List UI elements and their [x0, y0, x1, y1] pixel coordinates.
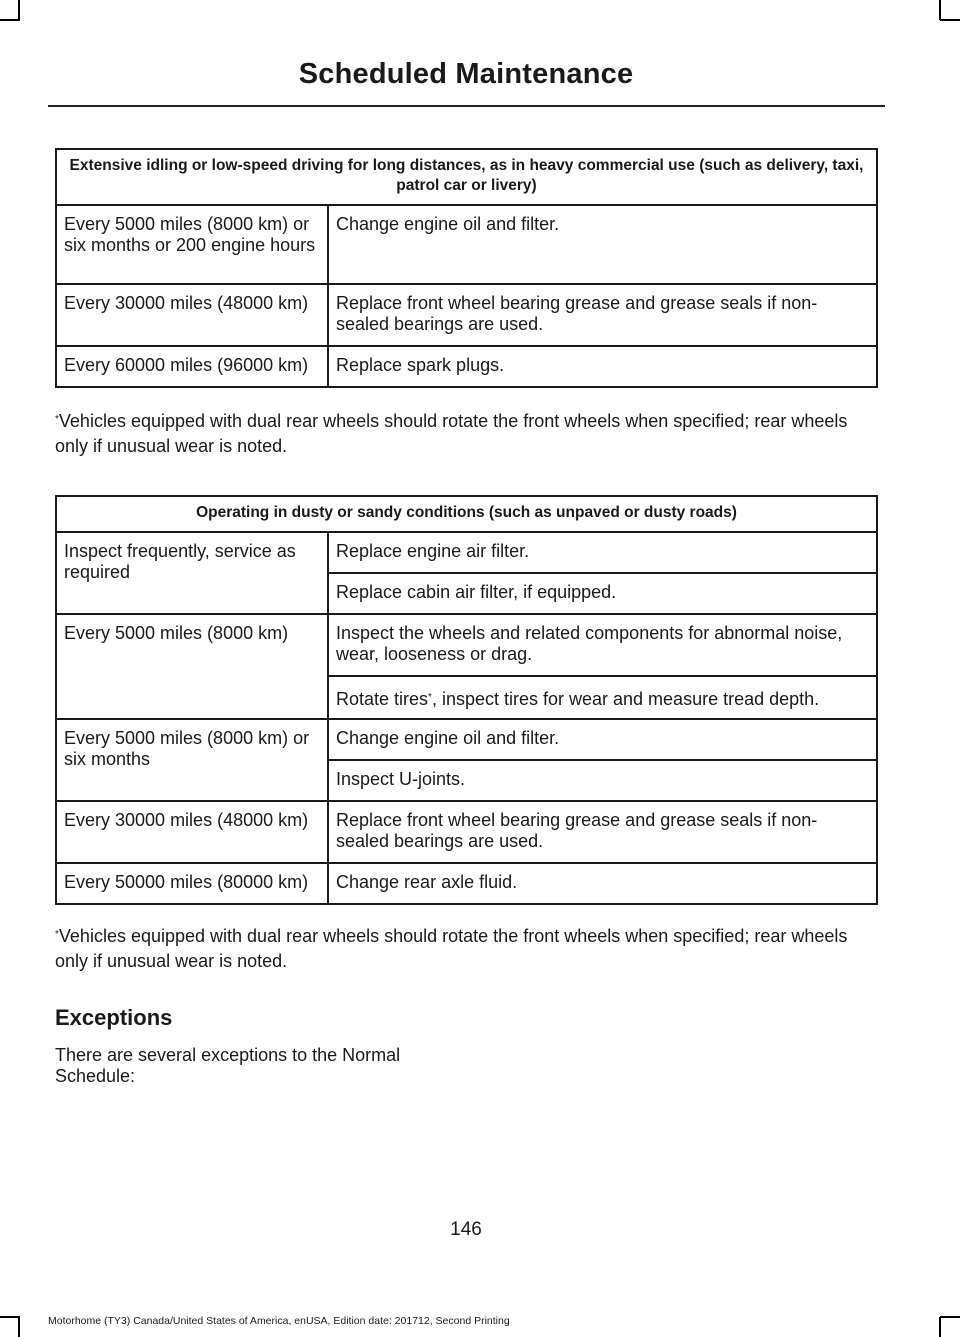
- crop-mark: [939, 1317, 941, 1337]
- footer-edition-text: Motorhome (TY3) Canada/United States of America, enUSA, Edition date: 201712, Second Printing: [48, 1315, 510, 1327]
- page-number: 146: [450, 1219, 482, 1240]
- action-cell: Replace cabin air filter, if equipped.: [328, 573, 877, 614]
- crop-mark: [18, 1317, 20, 1337]
- action-cell: [328, 676, 877, 719]
- action-cell: Inspect the wheels and related components for abnormal noise, wear, looseness or drag.: [328, 614, 877, 676]
- action-cell: Change engine oil and filter.: [328, 719, 877, 760]
- interval-cell: Every 5000 miles (8000 km) or six months: [56, 719, 328, 801]
- section-paragraph: There are several exceptions to the Normal Schedule:: [55, 1045, 401, 1086]
- crop-mark: [0, 1316, 20, 1318]
- footnote-text: Vehicles equipped with dual rear wheels should rotate the front wheels when specified; rear wheels only if unusual wear is noted.: [55, 926, 848, 971]
- action-cell: Inspect U-joints.: [328, 760, 877, 801]
- interval-cell: Every 5000 miles (8000 km): [56, 614, 328, 719]
- crop-mark: [940, 19, 960, 21]
- dusty-conditions-table: [55, 495, 878, 905]
- crop-mark: [0, 19, 20, 21]
- crop-mark: [940, 1316, 960, 1318]
- table-header-row: [56, 496, 877, 532]
- crop-mark: [939, 0, 941, 20]
- tire-action-text: Rotate tires: [336, 689, 429, 709]
- table-row: [56, 863, 877, 904]
- table-heading: Operating in dusty or sandy conditions (such as unpaved or dusty roads): [56, 496, 877, 532]
- heavy-commercial-use-table: [55, 148, 878, 388]
- interval-cell: Every 30000 miles (48000 km): [56, 801, 328, 863]
- action-cell: Replace spark plugs.: [328, 346, 877, 387]
- interval-cell: Every 5000 miles (8000 km) or six months or 200 engine hours: [56, 205, 328, 284]
- action-cell: Change engine oil and filter.: [328, 205, 877, 284]
- table-row: [56, 614, 877, 676]
- table-heading: Extensive idling or low-speed driving for long distances, as in heavy commercial use (such as delivery, taxi, patrol car or livery): [56, 149, 877, 205]
- page-title: Scheduled Maintenance: [298, 58, 634, 90]
- tire-action-text: , inspect tires for wear and measure tread depth.: [431, 689, 820, 709]
- footnote: [55, 924, 885, 974]
- footnote-marker: *: [55, 414, 59, 425]
- action-cell: Replace front wheel bearing grease and grease seals if non-sealed bearings are used.: [328, 284, 877, 346]
- table-header-row: [56, 149, 877, 205]
- footnote-text: Vehicles equipped with dual rear wheels should rotate the front wheels when specified; rear wheels only if unusual wear is noted.: [55, 411, 848, 456]
- table-row: [56, 346, 877, 387]
- interval-cell: Every 50000 miles (80000 km): [56, 863, 328, 904]
- table-row: [56, 801, 877, 863]
- action-cell: Replace front wheel bearing grease and grease seals if non-sealed bearings are used.: [328, 801, 877, 863]
- table-row: [56, 532, 877, 573]
- table-row: [56, 205, 877, 284]
- table-row: [56, 284, 877, 346]
- interval-cell: Every 30000 miles (48000 km): [56, 284, 328, 346]
- interval-cell: Inspect frequently, service as required: [56, 532, 328, 614]
- footnote-marker: *: [428, 692, 432, 703]
- footnote-marker: *: [55, 929, 59, 940]
- footnote: [55, 409, 885, 459]
- interval-cell: Every 60000 miles (96000 km): [56, 346, 328, 387]
- title-divider: [48, 105, 885, 107]
- action-cell: Change rear axle fluid.: [328, 863, 877, 904]
- section-heading: Exceptions: [55, 1005, 173, 1030]
- action-cell: Replace engine air filter.: [328, 532, 877, 573]
- table-row: [56, 719, 877, 760]
- crop-mark: [18, 0, 20, 20]
